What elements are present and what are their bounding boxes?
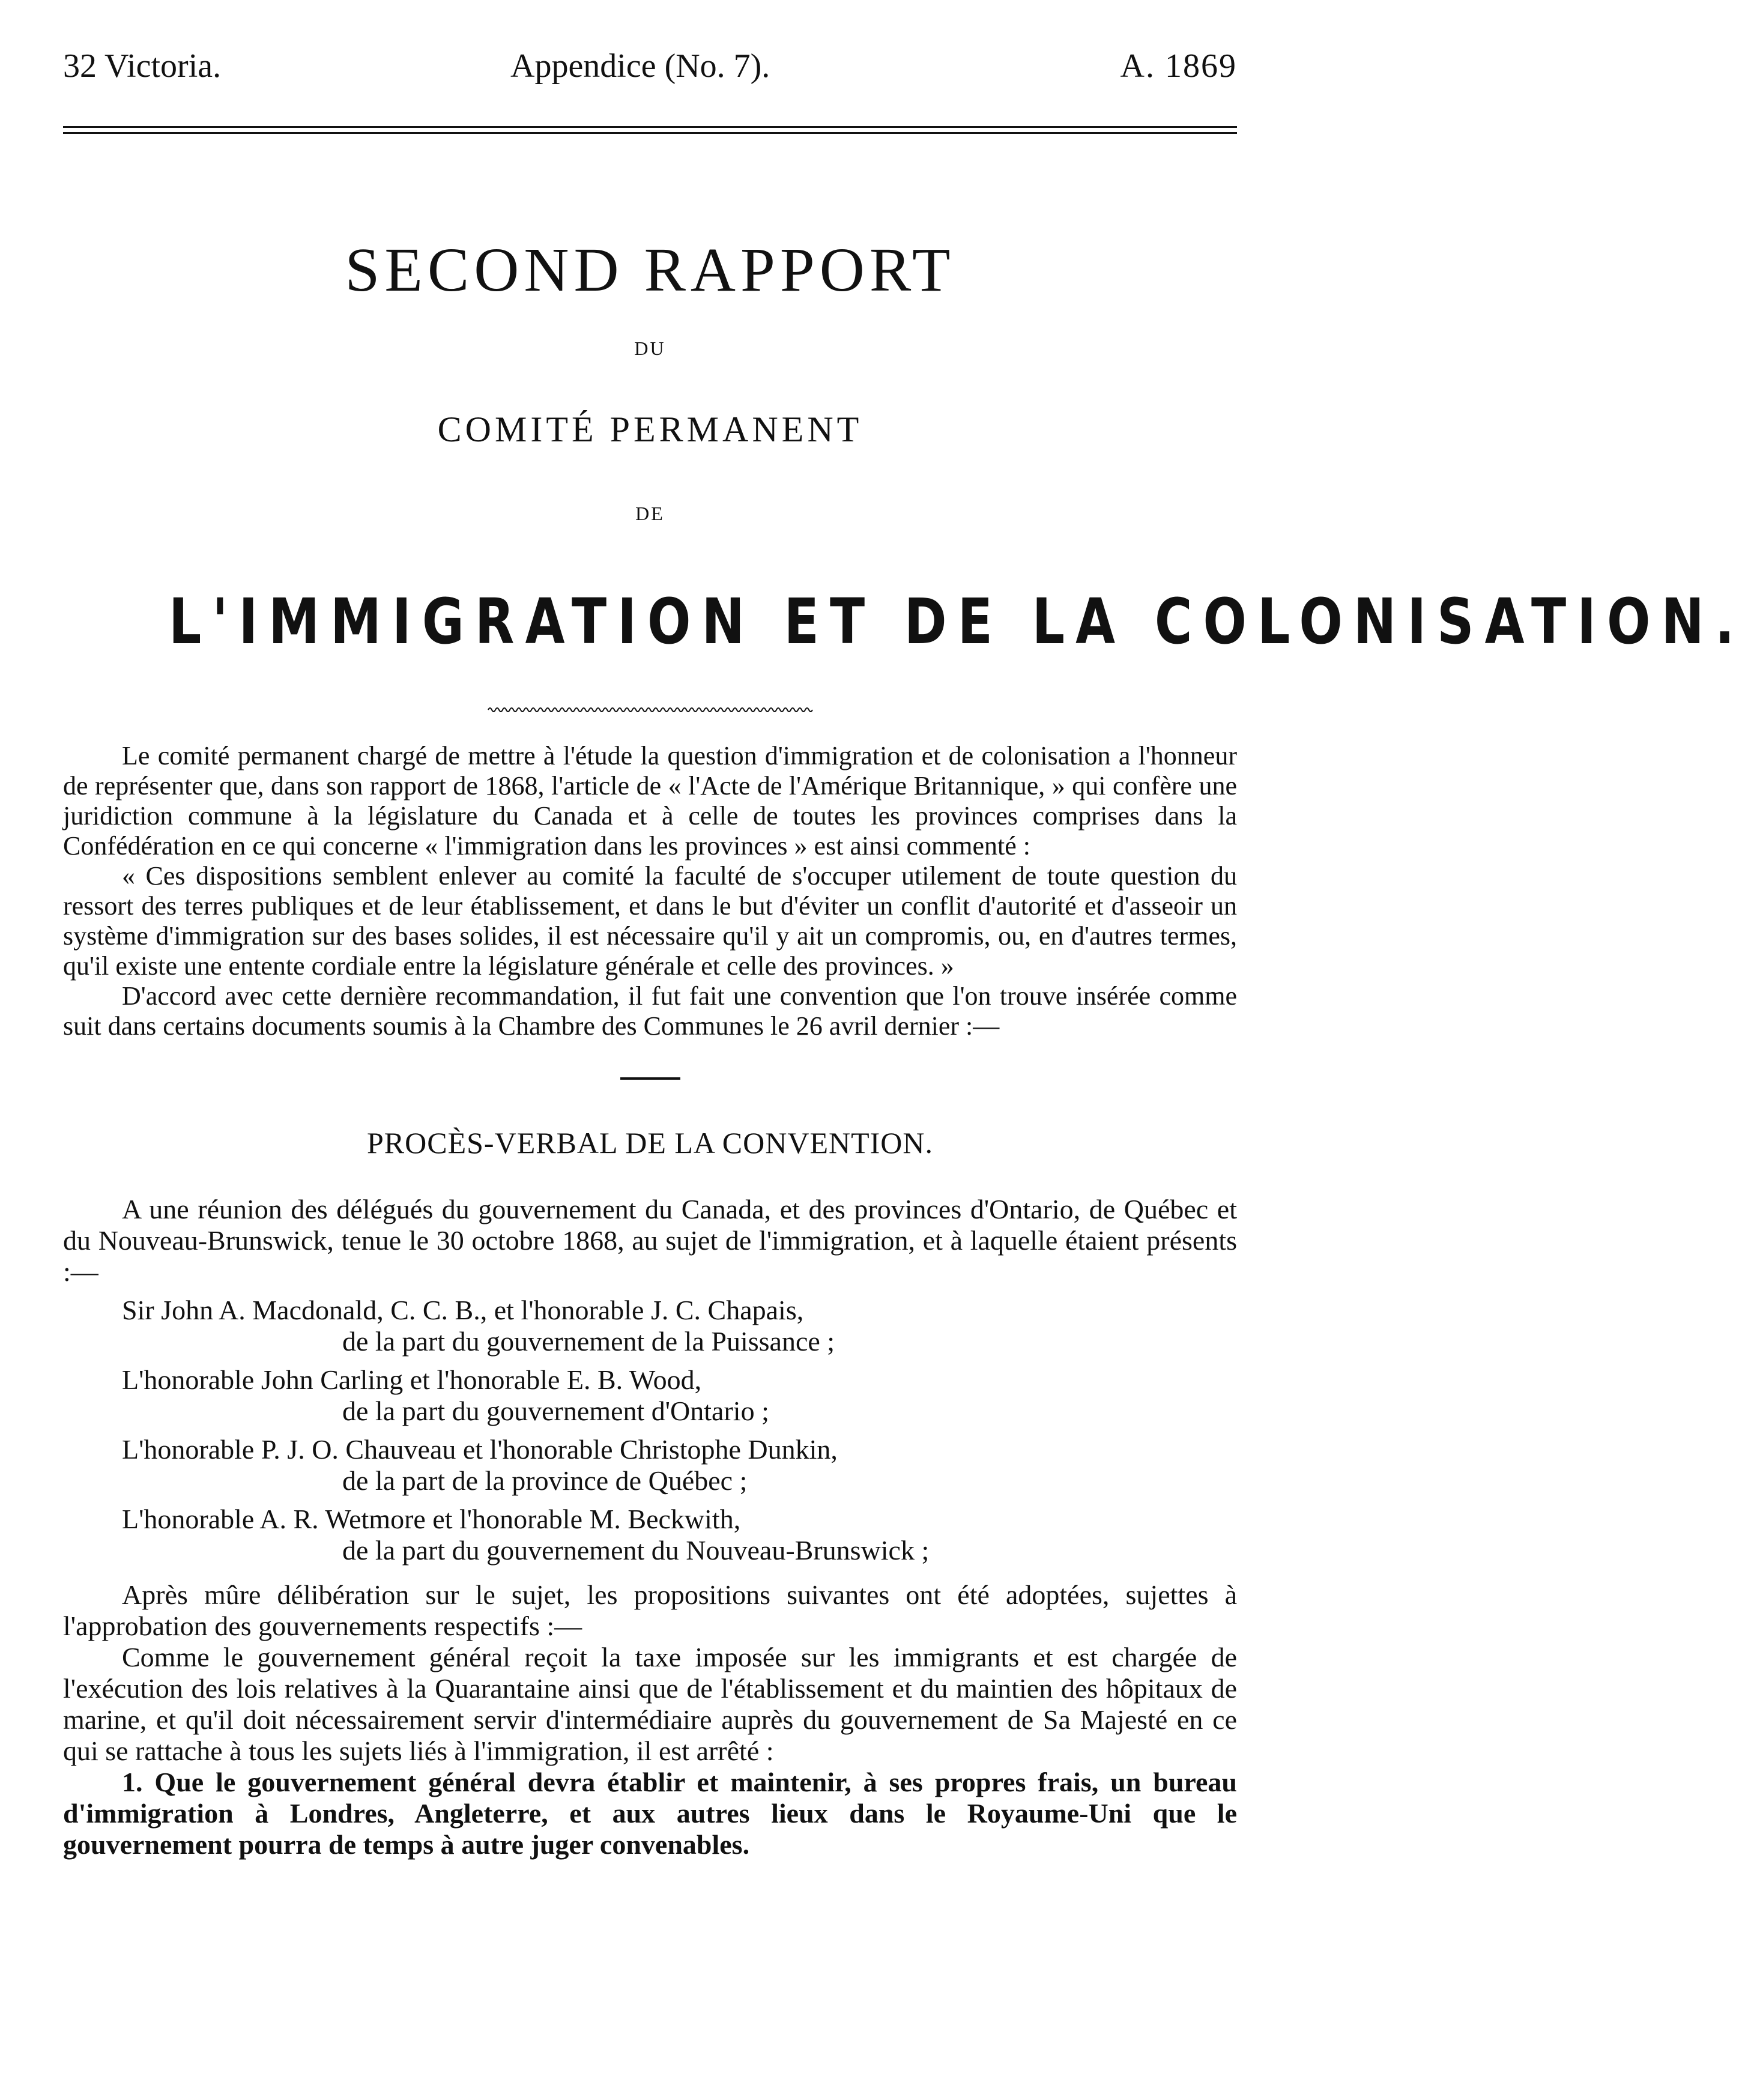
intro-paragraph: D'accord avec cette dernière recommandation, il fut fait une convention que l'on trouve insérée comme suit dans certains documents soumis à la Chambre des Communes le 26 avril dernier :— — [63, 981, 1237, 1041]
section-heading: PROCÈS-VERBAL DE LA CONVENTION. — [366, 1126, 934, 1160]
header-year: A. 1869 — [1120, 47, 1237, 85]
title-du: DU — [634, 337, 666, 359]
attendee-names: L'honorable P. J. O. Chauveau et l'honorable Christophe Dunkin, — [122, 1434, 838, 1465]
subject-title: L'IMMIGRATION ET DE LA COLONISATION. — [168, 585, 1745, 658]
quoted-paragraph: « Ces dispositions semblent enlever au comité la faculté de s'occuper utilement de toute question du ressort des terres publiques et de leur établissement, et dans le but d'éviter un conflit d'autorité et d'asseoir un système d'immigration sur des bases solides, il est nécessaire qu'il y ait un compromis, ou, en d'autres termes, qu'il existe une entente cordiale entre la législature générale et celle des provinces. » — [63, 861, 1237, 981]
running-header — [63, 42, 1237, 90]
report-title: SECOND RAPPORT — [345, 235, 955, 304]
header-appendix: Appendice (No. 7). — [510, 47, 770, 85]
attendee-names: Sir John A. Macdonald, C. C. B., et l'honorable J. C. Chapais, — [122, 1295, 804, 1325]
attendee-affiliation: de la part du gouvernement d'Ontario ; — [342, 1396, 769, 1426]
attendee-affiliation: de la part du gouvernement de la Puissance ; — [342, 1326, 835, 1357]
attendee-entry — [63, 1434, 1237, 1496]
attendee-entry — [63, 1295, 1237, 1357]
intro-text — [63, 741, 1237, 1041]
attendee-entry — [63, 1364, 1237, 1427]
committee-title: COMITÉ PERMANENT — [437, 410, 863, 449]
closing-paragraph: Après mûre délibération sur le sujet, les propositions suivantes ont été adoptées, sujettes à l'approbation des gouvernements respectifs :— — [63, 1579, 1237, 1641]
closing-paragraph: Comme le gouvernement général reçoit la taxe imposée sur les immigrants et est chargée de l'exécution des lois relatives à la Quarantaine ainsi que de l'établissement et du maintien des hôpitaux de marine, et qu'il doit nécessairement servir d'intermédiaire auprès du gouvernement de Sa Majesté en ce qui se rattache à tous les sujets liés à l'immigration, il est arrêté : — [63, 1642, 1237, 1766]
header-double-rule — [63, 126, 1237, 138]
attendee-list — [63, 1295, 1237, 1566]
attendee-affiliation: de la part du gouvernement du Nouveau-Brunswick ; — [342, 1535, 930, 1566]
attendee-affiliation: de la part de la province de Québec ; — [342, 1465, 748, 1496]
convention-paragraph: A une réunion des délégués du gouvernement du Canada, et des provinces d'Ontario, de Québec et du Nouveau-Brunswick, tenue le 30 octobre 1868, au sujet de l'immigration, et à laquelle étaient présents :— — [63, 1194, 1237, 1287]
convention-intro — [63, 1194, 1237, 1288]
attendee-entry — [63, 1504, 1237, 1566]
closing-text — [63, 1579, 1237, 1860]
attendee-names: L'honorable John Carling et l'honorable E. B. Wood, — [122, 1364, 702, 1395]
attendee-names: L'honorable A. R. Wetmore et l'honorable M. Beckwith, — [122, 1504, 741, 1534]
wavy-divider — [488, 706, 812, 714]
intro-paragraph: Le comité permanent chargé de mettre à l'étude la question d'immigration et de colonisation a l'honneur de représenter que, dans son rapport de 1868, l'article de « l'Acte de l'Amérique Britannique, » qui confère une juridiction commune à la législature du Canada et à celle de toutes les provinces comprises dans la Confédération en ce qui concerne « l'immigration dans les provinces » est ainsi commenté : — [63, 741, 1237, 861]
header-session: 32 Victoria. — [63, 47, 222, 85]
document-page — [63, 42, 1745, 1860]
title-de: DE — [635, 503, 665, 524]
resolution-1: 1. Que le gouvernement général devra établir et maintenir, à ses propres frais, un bureau d'immigration à Londres, Angleterre, et aux autres lieux dans le Royaume-Uni que le gouvernement pourra de temps à autre juger convenables. — [63, 1767, 1237, 1860]
section-divider — [620, 1077, 680, 1080]
